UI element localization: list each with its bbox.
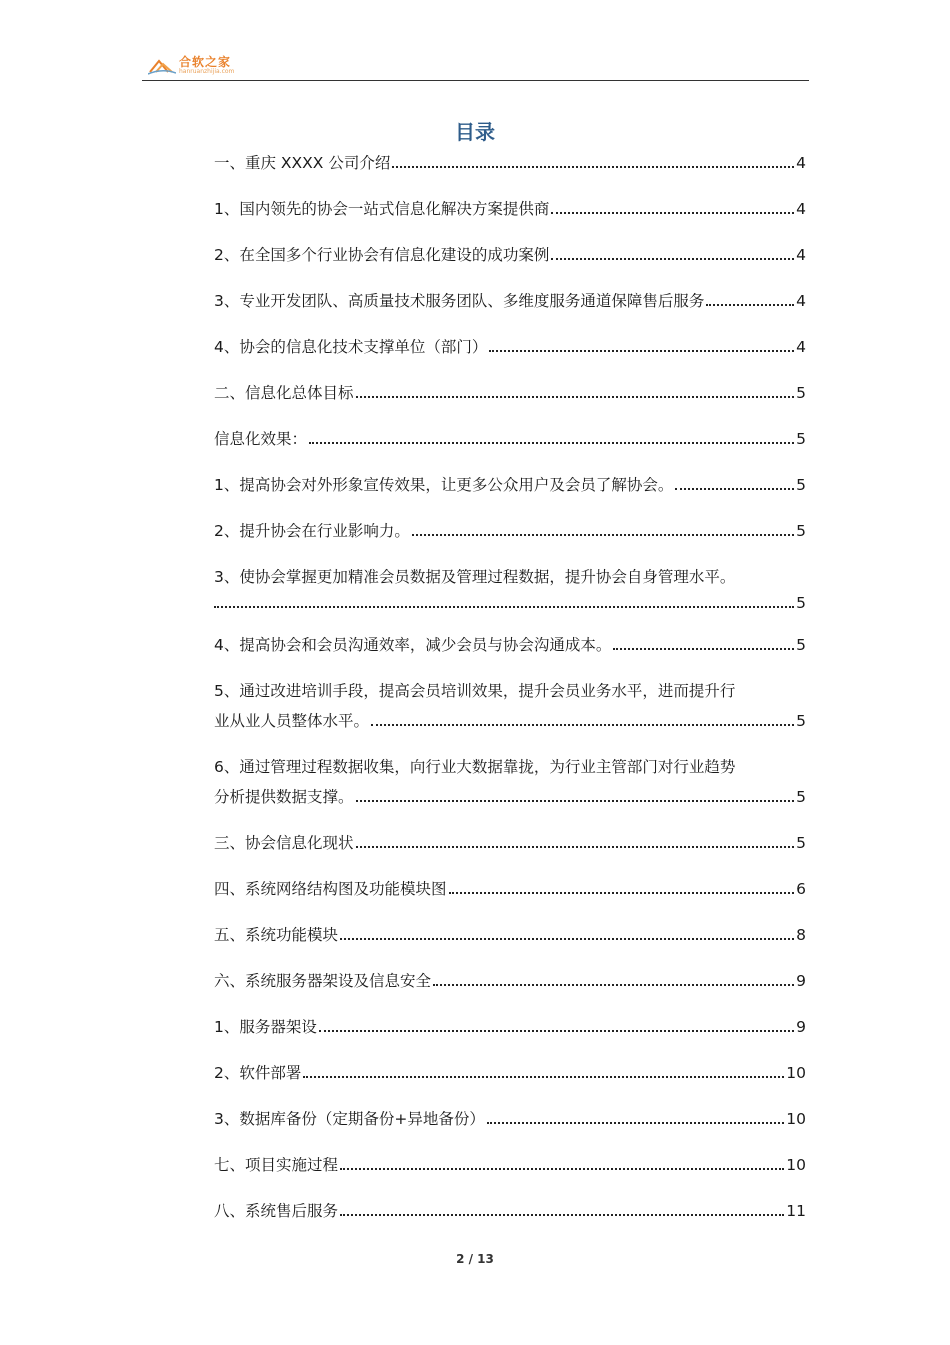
page-title: 目录 — [455, 120, 495, 144]
toc-entry[interactable]: 一、重庆 XXXX 公司介绍 4 — [214, 154, 806, 172]
toc-entry[interactable]: 4、提高协会和会员沟通效率，减少会员与协会沟通成本。 5 — [214, 636, 806, 654]
toc-entry[interactable]: 信息化效果： 5 — [214, 430, 806, 448]
logo-url: hanruanzhijia.com — [179, 68, 235, 75]
house-logo-icon — [148, 56, 176, 76]
page-number: 2 / 13 — [456, 1252, 494, 1266]
toc-entry[interactable]: 二、信息化总体目标 5 — [214, 384, 806, 402]
toc-entry[interactable]: 3、专业开发团队、高质量技术服务团队、多维度服务通道保障售后服务 4 — [214, 292, 806, 310]
logo-title: 合软之家 — [179, 55, 232, 69]
toc-entry-line2[interactable]: 5 — [214, 592, 806, 614]
toc-entry[interactable]: 4、协会的信息化技术支撑单位（部门） 4 — [214, 338, 806, 356]
toc-entry[interactable]: 1、国内领先的协会一站式信息化解决方案提供商 4 — [214, 200, 806, 218]
toc-entry-line1[interactable]: 5、通过改进培训手段，提高会员培训效果，提升会员业务水平，进而提升行 — [214, 682, 736, 700]
toc-entry[interactable]: 1、提高协会对外形象宣传效果，让更多公众用户及会员了解协会。 5 — [214, 476, 806, 494]
site-logo — [148, 56, 234, 76]
toc-entry[interactable]: 3、数据库备份（定期备份+异地备份） 10 — [214, 1110, 806, 1128]
page-header — [142, 50, 809, 81]
toc-entry[interactable]: 五、系统功能模块 8 — [214, 926, 806, 944]
toc-entry-line2[interactable]: 分析提供数据支撑。 5 — [214, 788, 806, 806]
toc-entry[interactable]: 七、项目实施过程 10 — [214, 1156, 806, 1174]
toc-entry[interactable]: 六、系统服务器架设及信息安全 9 — [214, 972, 806, 990]
toc-entry-line2[interactable]: 业从业人员整体水平。 5 — [214, 712, 806, 730]
toc-entry[interactable]: 2、提升协会在行业影响力。 5 — [214, 522, 806, 540]
toc-entry[interactable]: 2、软件部署 10 — [214, 1064, 806, 1082]
toc-entry[interactable]: 三、协会信息化现状 5 — [214, 834, 806, 852]
toc-entry-line1[interactable]: 6、通过管理过程数据收集，向行业大数据靠拢，为行业主管部门对行业趋势 — [214, 758, 736, 776]
toc-entry[interactable]: 四、系统网络结构图及功能模块图 6 — [214, 880, 806, 898]
toc-entry[interactable]: 2、在全国多个行业协会有信息化建设的成功案例 4 — [214, 246, 806, 264]
toc-entry[interactable]: 八、系统售后服务 11 — [214, 1202, 806, 1220]
toc-entry-line1[interactable]: 3、使协会掌握更加精准会员数据及管理过程数据，提升协会自身管理水平。 — [214, 568, 736, 586]
toc-entry[interactable]: 1、服务器架设 9 — [214, 1018, 806, 1036]
